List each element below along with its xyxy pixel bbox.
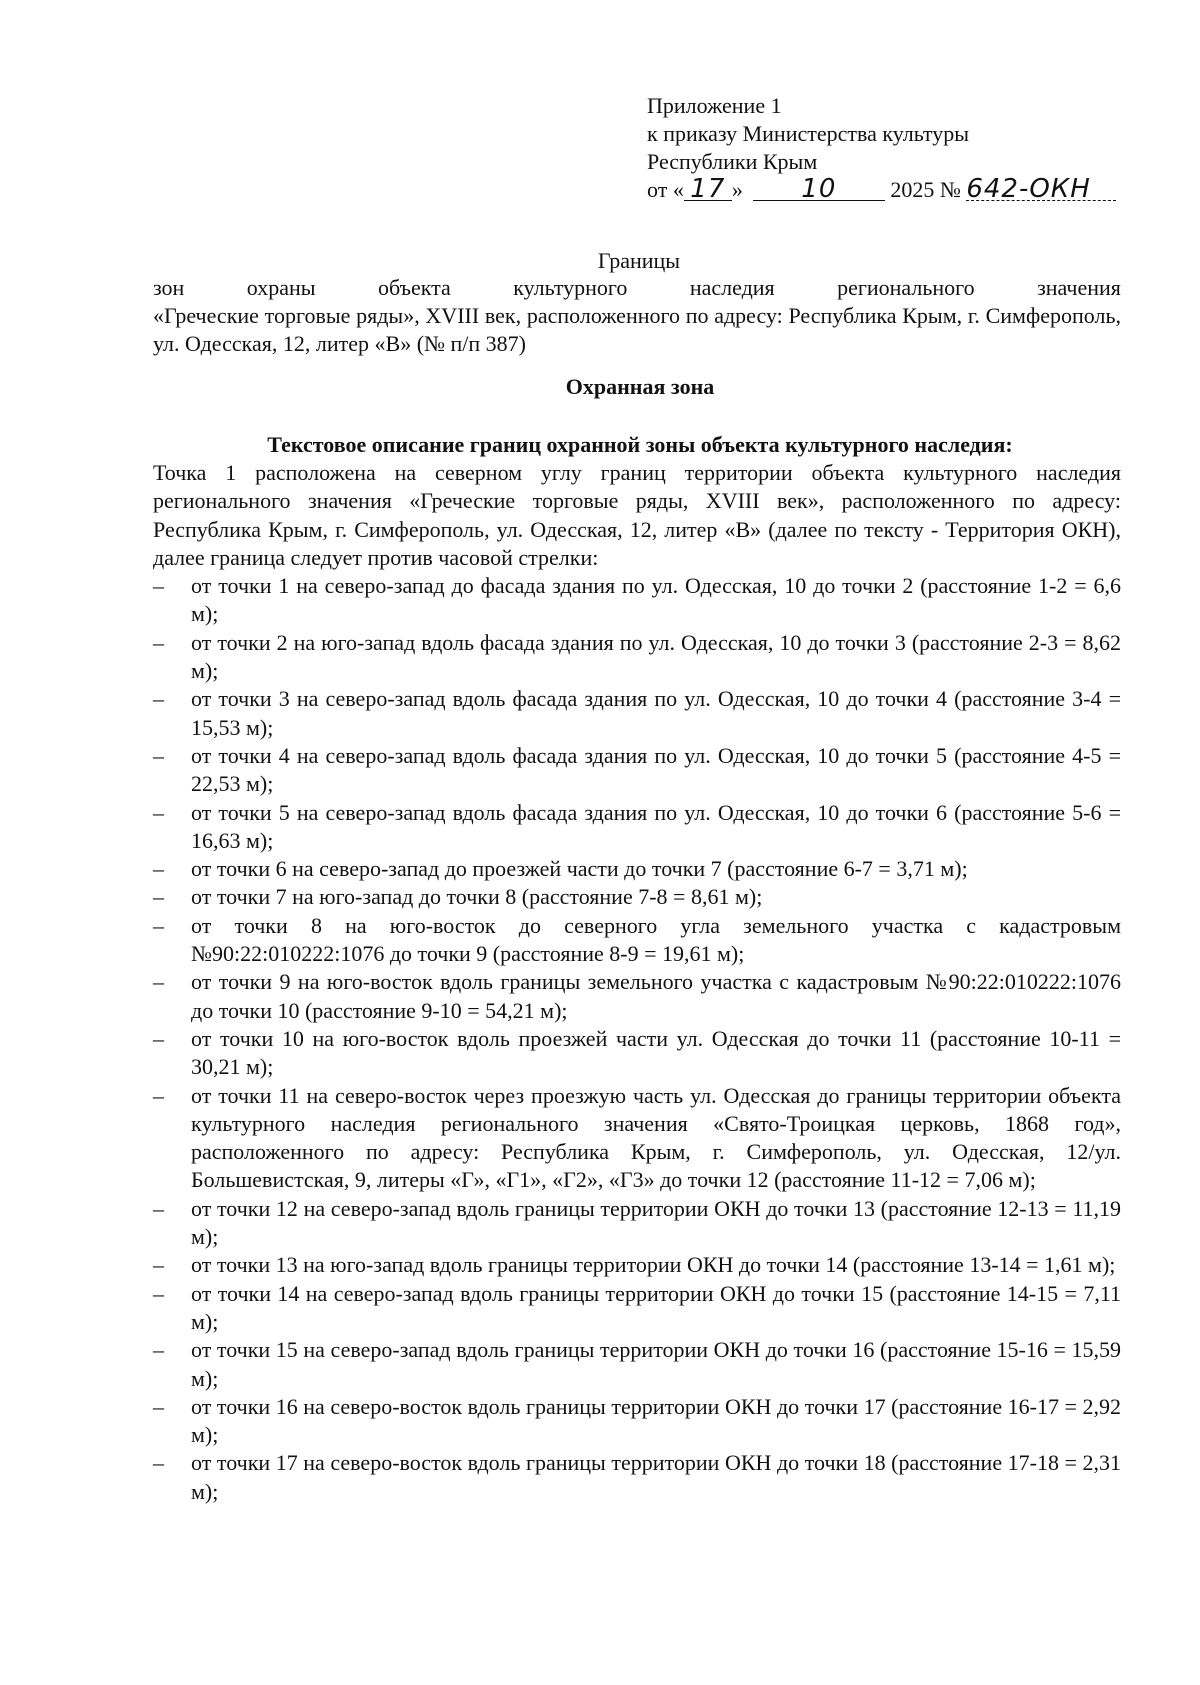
list-item [153, 1251, 1121, 1279]
subtitle-word: объекта [377, 275, 451, 300]
subtitle-first-line [153, 274, 1121, 302]
date-day-handwritten: 17 [684, 178, 732, 201]
list-item [153, 1449, 1121, 1506]
intro-paragraph: Точка 1 расположена на северном углу границ территории объекта культурного наследия регионального значения «Греческие торговые ряды, XVIII век», расположенного по адресу: Республика Крым, г. Симферополь, ул. Одесская, 12, литер «В» (далее по тексту - Территория ОКН), далее граница следует против часовой стрелки: [153, 460, 1121, 570]
list-item [153, 1025, 1121, 1082]
list-item-text: от точки 16 на северо-восток вдоль границы территории ОКН до точки 17 (расстояние 16-17 = 2,92 м); [191, 1393, 1121, 1448]
list-item [153, 912, 1121, 969]
list-dash: – [153, 884, 164, 910]
list-dash: – [153, 856, 164, 882]
subtitle-word: наследия [689, 275, 775, 300]
list-item-text: от точки 7 на юго-запад до точки 8 (расстояние 7-8 = 8,61 м); [191, 884, 763, 910]
list-item-text: от точки 2 на юго-запад вдоль фасада здания по ул. Одесская, 10 до точки 3 (расстояние 2-3 = 8,62 м); [191, 629, 1121, 684]
list-item-text: от точки 6 на северо-запад до проезжей части до точки 7 (расстояние 6-7 = 3,71 м); [191, 856, 968, 882]
date-prefix: от « [647, 177, 684, 202]
list-item [153, 1336, 1121, 1393]
list-item-text: от точки 14 на северо-запад вдоль границы территории ОКН до точки 15 (расстояние 14-15 = 7,11 м); [191, 1280, 1121, 1334]
list-item-text: от точки 10 на юго-восток вдоль проезжей части ул. Одесская до точки 11 (расстояние 10-11 = 30,21 м); [191, 1025, 1121, 1080]
list-item [153, 883, 1121, 911]
date-year: 2025 № [890, 177, 961, 202]
list-item-text: от точки 1 на северо-запад до фасада здания по ул. Одесская, 10 до точки 2 (расстояние 1-2 = 6,6 м); [191, 573, 1121, 627]
list-dash: – [153, 1252, 164, 1278]
list-item [153, 1280, 1121, 1337]
appendix-line-1: Приложение 1 [647, 93, 782, 118]
list-item [153, 1195, 1121, 1252]
list-item-text: от точки 9 на юго-восток вдоль границы земельного участка с кадастровым №90:22:010222:1076 до точки 10 (расстояние 9-10 = 54,21 м); [191, 969, 1121, 1023]
list-item [153, 572, 1121, 629]
list-dash: – [153, 799, 164, 825]
list-dash: – [153, 1337, 164, 1363]
list-dash: – [153, 912, 164, 938]
section-heading: Охранная зона [565, 374, 715, 399]
subtitle-word: регионального [837, 275, 975, 300]
list-item [153, 742, 1121, 799]
list-dash: – [153, 969, 164, 995]
date-month-handwritten: 10 [753, 178, 885, 201]
section-subheading: Текстовое описание границ охранной зоны объекта культурного наследия: [267, 432, 1013, 457]
document-body [153, 459, 1121, 1506]
list-dash: – [153, 573, 164, 599]
subtitle-rest: «Греческие торговые ряды», XVIII век, расположенного по адресу: Республика Крым, г. Симферополь, ул. Одесская, 12, литер «В» (№ п/п 387) [153, 303, 1121, 356]
list-item-text: от точки 11 на северо-восток через проезжую часть ул. Одесская до границы территории объекта культурного наследия регионального значения «Свято-Троицкая церковь, 1868 год», расположенного по адресу: Республика Крым, г. Симферополь, ул. Одесская, 12/ул. Большевистская, 9, литеры «Г», «Г1», «Г2», «Г3» до точки 12 (расстояние 11-12 = 7,06 м); [191, 1082, 1121, 1193]
appendix-date-line [647, 176, 1116, 204]
list-item-text: от точки 8 на юго-восток до северного угла земельного участка с кадастровым №90:22:010222:1076 до точки 9 (расстояние 8-9 = 19,61 м); [191, 912, 1121, 967]
boundary-items-list [153, 572, 1121, 1506]
list-item [153, 685, 1121, 742]
appendix-line-3: Республики Крым [647, 149, 818, 174]
list-item-text: от точки 15 на северо-запад вдоль границы территории ОКН до точки 16 (расстояние 15-16 = 15,59 м); [191, 1337, 1121, 1391]
list-item [153, 799, 1121, 856]
list-dash: – [153, 1195, 164, 1221]
list-item-text: от точки 13 на юго-запад вдоль границы территории ОКН до точки 14 (расстояние 13-14 = 1,61 м); [191, 1252, 1116, 1278]
appendix-line-2: к приказу Министерства культуры [647, 121, 970, 146]
order-number-handwritten: 642-ОКН [966, 178, 1116, 201]
list-item-text: от точки 17 на северо-восток вдоль границы территории ОКН до точки 18 (расстояние 17-18 = 2,31 м); [191, 1450, 1121, 1504]
list-dash: – [153, 686, 164, 712]
list-item [153, 1393, 1121, 1450]
list-dash: – [153, 1280, 164, 1306]
list-dash: – [153, 1393, 164, 1419]
document-title: Границы [597, 248, 681, 273]
appendix-block [647, 92, 1116, 204]
list-item-text: от точки 3 на северо-запад вдоль фасада здания по ул. Одесская, 10 до точки 4 (расстояние 3-4 = 15,53 м); [191, 686, 1121, 740]
subtitle-word: охраны [246, 275, 316, 300]
list-item-text: от точки 4 на северо-запад вдоль фасада здания по ул. Одесская, 10 до точки 5 (расстояние 4-5 = 22,53 м); [191, 742, 1121, 797]
subtitle-word: зон [153, 275, 185, 300]
list-item [153, 855, 1121, 883]
subtitle-word: значения [1037, 275, 1121, 300]
list-dash: – [153, 742, 164, 768]
list-item-text: от точки 12 на северо-запад вдоль границы территории ОКН до точки 13 (расстояние 12-13 = 11,19 м); [191, 1195, 1121, 1250]
list-item [153, 1082, 1121, 1195]
list-dash: – [153, 1025, 164, 1051]
list-item [153, 629, 1121, 686]
list-item-text: от точки 5 на северо-запад вдоль фасада здания по ул. Одесская, 10 до точки 6 (расстояние 5-6 = 16,63 м); [191, 799, 1121, 853]
list-dash: – [153, 1082, 164, 1108]
list-dash: – [153, 629, 164, 655]
list-dash: – [153, 1450, 164, 1476]
list-item [153, 968, 1121, 1025]
subtitle-word: культурного [513, 275, 628, 300]
date-day-suffix: » [731, 177, 743, 202]
document-subtitle [153, 274, 1121, 358]
